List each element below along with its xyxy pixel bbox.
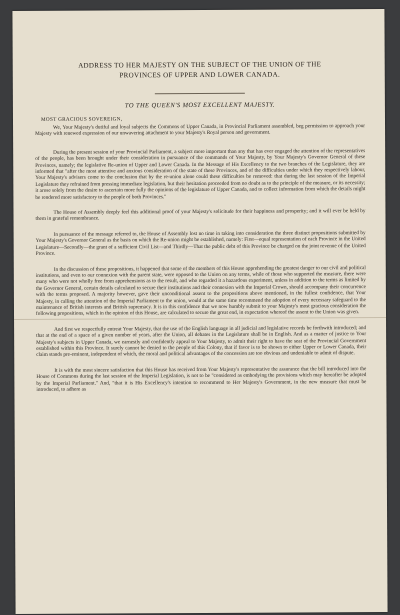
address-heading: TO THE QUEEN'S MOST EXCELLENT MAJESTY. xyxy=(124,101,275,110)
paragraph-7: It is with the most sincere satisfaction that this House has received from Your Majesty's representative the assurance that the bill introduced into the House of Commons during the last session of the Imperial Legislation, is not to be "considered as embodying the provisions which may hereafter be adopted by the Imperial Parliament." And, "that it is His Excellency's intention to recommend to Her Majesty's Government, in the new measure that must be introduced, to adhere as xyxy=(36,365,367,393)
paragraph-6: And first we respectfully entreat Your Majesty, that the use of the English language in all judicial and legislative records be forthwith introduced; and that at the end of a space of a given number of years, after the Union, all debates in the Legislature shall be in English. And as a matter of justice to Your Majesty's subjects in Upper Canada, we earnestly and confidently appeal to Your Majesty, to admit their right to have the seat of the Provincial Government established within this Province. It surely cannot be denied to the people of this Colony, that if favor is to be shown to either Upper or Lower Canada, their claim stands pre-eminent, independent of which, the moral and political advantages of the concession are too obvious and undeniable to admit of dispute. xyxy=(36,324,367,359)
title-rule xyxy=(155,93,245,94)
salutation: MOST GRACIOUS SOVEREIGN, xyxy=(40,116,123,123)
document-title-line-2: PROVINCES OF UPPER AND LOWER CANADA. xyxy=(119,70,281,80)
paragraph-1: We, Your Majesty's dutiful and loyal subjects the Commons of Upper Canada, in Provincial Parliament assembled, beg permission to approach your Majesty with renewed expression of our unwavering attachment to your Majesty's Royal person and government. xyxy=(35,123,366,138)
paragraph-5: In the discussion of these propositions, it happened that some of the members of this House apprehending the greatest danger to our civil and political institutions, and even to our connexion with the parent state, were opposed to the Union on any terms, while of those who supported the measure, there were many who were not wholly free from apprehensions as to the result, and who regarded it a hazardous experiment, unless in addition to the terms as limited by the Governor General, certain details calculated to secure their institutions and their connexion with the Imperial Crown, should accompany their concurrence with the terms proposed. A majority however, gave their unconditional assent to the propositions above mentioned, in the fullest confidence, that Your Majesty, in calling the attention of the Imperial Parliament to the union, would at the same time recommend the adoption of every necessary safeguard to the maintenance of British interests and British supremacy. It is in this confidence that we now humbly submit to your Majesty's most gracious consideration the following propositions, which in the opinion of this House, are calculated to secure the great end, in expectation whereof the assent to the Union was given. xyxy=(35,264,366,318)
document-page xyxy=(12,9,387,614)
paragraph-3: The House of Assembly deeply feel this additional proof of your Majesty's solicitude for their happiness and prosperity; and it will ever be held by them in grateful remembrance. xyxy=(35,208,366,223)
paragraph-4: In pursuance of the message referred to, the House of Assembly lost no time in taking into consideration the three distinct propositions submitted by Your Majesty's Governor General as the basis on which the Re-union might be established, namely: First—equal representation of each Province in the United Legislature—Secondly—the grant of a sufficient Civil List—and Thirdly—That the public debt of this Province be charged on the joint revenue of the United Province. xyxy=(35,230,366,257)
paragraph-2: During the present session of your Provincial Parliament, a subject more important than any that has ever engaged the attention of the representatives of the people, has been brought under their consideration in pursuance of the commands of Your Majesty, by Your Majesty's Governor General of these Provinces, namely; the legislative Re-union of Upper and Lower Canada. In the Message of His Excellency to the two branches of the Legislature, they are informed that "after the most attentive and anxious consideration of the state of these Provinces, and of the difficulties under which they respectively labour, Your Majesty's advisers come to the conclusion that by the re-union alone could these difficulties be removed: that during the last session of the Imperial Legislature they refrained from pressing immediate legislation, but their hesitation proceeded from no doubt as to the principle of the measure, or its necessity; it arose solely from the desire to ascertain more fully the opinions of the legislature of Upper Canada, and to collect information from which the details might be rendered more satisfactory to the people of both Provinces." xyxy=(35,147,366,201)
document-content xyxy=(35,59,367,402)
document-title-line-1: ADDRESS TO HER MAJESTY ON THE SUBJECT OF THE UNION OF THE xyxy=(78,60,322,70)
